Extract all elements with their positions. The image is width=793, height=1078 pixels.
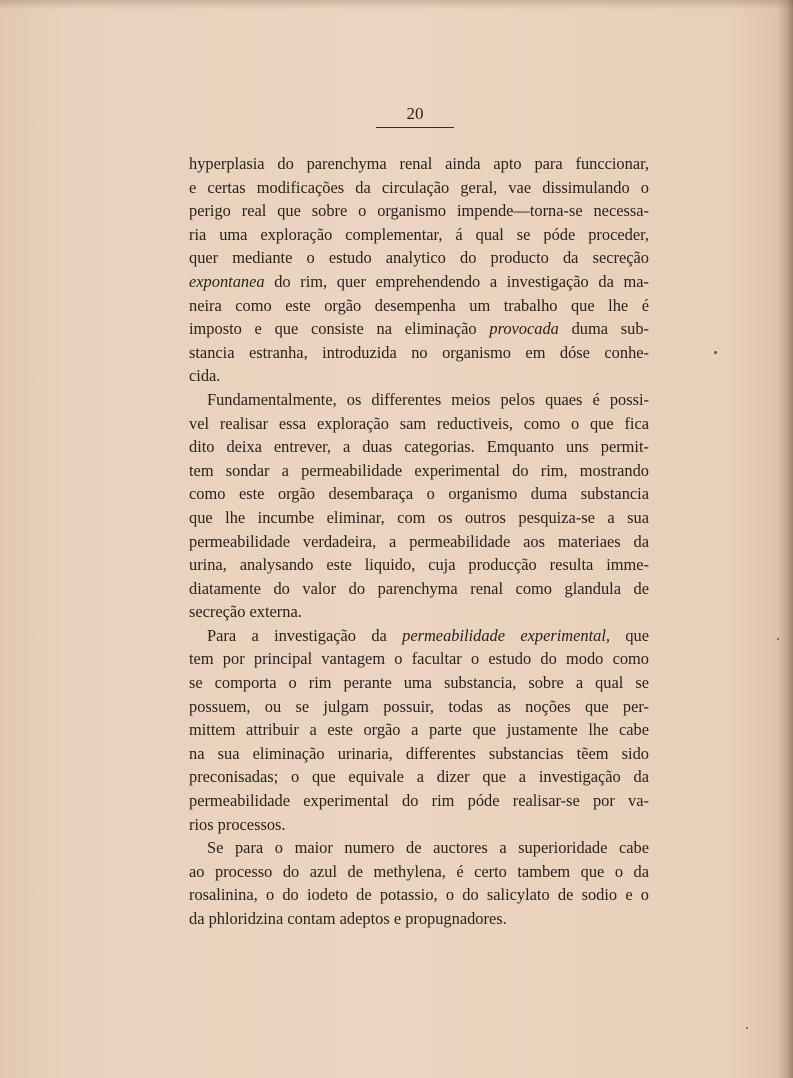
- text-segment: como este orgão desembaraça o organismo duma substancia: [189, 484, 649, 504]
- text-line: [189, 718, 649, 742]
- text-line: [189, 647, 649, 671]
- text-segment: tem por principal vantagem o facultar o estudo do modo como: [189, 649, 649, 669]
- text-line: [189, 152, 649, 176]
- text-line: [189, 813, 649, 837]
- text-line: [189, 506, 649, 530]
- text-line: [189, 317, 649, 341]
- text-segment: ria uma exploração complementar, á qual se póde proceder,: [189, 224, 649, 244]
- text-segment: e certas modificações da circulação geral, vae dissimulando o: [189, 177, 649, 197]
- text-segment: ao processo do azul de methylena, é certo tambem que o da: [189, 861, 649, 881]
- text-segment: rios processos.: [189, 814, 286, 834]
- text-line: [189, 553, 649, 577]
- page-edge-shadow: [777, 0, 793, 1078]
- paper-speck: [777, 638, 779, 640]
- text-segment: rosalinina, o do iodeto de potassio, o do salicylato de sodio e o: [189, 885, 649, 905]
- text-line: [189, 742, 649, 766]
- text-segment: Se para o maior numero de auctores a superioridade cabe: [207, 838, 649, 858]
- italic-term: expontanea: [189, 271, 265, 291]
- text-line: [189, 765, 649, 789]
- body-text: [189, 152, 649, 931]
- text-segment: neira como este orgão desempenha um trabalho que lhe é: [189, 295, 649, 315]
- text-line: [189, 789, 649, 813]
- text-segment: possuem, ou se julgam possuir, todas as noções que per-: [189, 696, 649, 716]
- text-line: [189, 388, 649, 412]
- text-line: [189, 577, 649, 601]
- page-number: 20: [406, 104, 424, 123]
- text-line: [189, 341, 649, 365]
- text-segment: preconisadas; o que equivale a dizer que a investigação da: [189, 767, 649, 787]
- text-segment: perigo real que sobre o organismo impende—torna-se necessa-: [189, 201, 649, 221]
- text-segment: que: [610, 625, 649, 645]
- text-line: [189, 223, 649, 247]
- text-segment: stancia estranha, introduzida no organismo em dóse conhe-: [189, 342, 649, 362]
- italic-term: permeabilidade experimental,: [402, 625, 610, 645]
- text-line: [189, 176, 649, 200]
- text-line: [189, 883, 649, 907]
- text-segment: mittem attribuir a este orgão a parte que justamente lhe cabe: [189, 720, 649, 740]
- text-line: [189, 246, 649, 270]
- text-segment: diatamente do valor do parenchyma renal como glandula de: [189, 578, 649, 598]
- page-top-shadow: [0, 0, 793, 10]
- text-segment: do rim, quer emprehendendo a investigação da ma-: [264, 271, 649, 291]
- text-segment: se comporta o rim perante uma substancia, sobre a qual se: [189, 673, 649, 693]
- text-segment: vel realisar essa exploração sam reductiveis, como o que fica: [189, 413, 649, 433]
- text-segment: da phloridzina contam adeptos e propugnadores.: [189, 909, 507, 928]
- text-line: [189, 270, 649, 294]
- text-line: [189, 907, 649, 931]
- text-line: [189, 412, 649, 436]
- text-line: [189, 459, 649, 483]
- text-line: [189, 860, 649, 884]
- text-line: [189, 624, 649, 648]
- text-line: [189, 836, 649, 860]
- text-segment: cida.: [189, 366, 221, 386]
- header-rule: [376, 127, 454, 128]
- text-line: [189, 671, 649, 695]
- italic-term: provocada: [489, 319, 559, 339]
- text-line: [189, 530, 649, 554]
- text-segment: na sua eliminação urinaria, differentes substancias tẽem sido: [189, 743, 649, 763]
- text-segment: hyperplasia do parenchyma renal ainda apto para funccionar,: [189, 154, 649, 173]
- text-line: [189, 364, 649, 388]
- text-segment: imposto e que consiste na eliminação: [189, 319, 490, 339]
- text-segment: permeabilidade verdadeira, a permeabilidade aos materiaes da: [189, 531, 649, 551]
- text-line: [189, 435, 649, 459]
- paper-speck: [714, 351, 717, 354]
- text-segment: tem sondar a permeabilidade experimental do rim, mostrando: [189, 460, 649, 480]
- text-segment: permeabilidade experimental do rim póde realisar-se por va-: [189, 791, 649, 811]
- paper-speck: [746, 1027, 748, 1029]
- text-line: [189, 600, 649, 624]
- text-line: [189, 482, 649, 506]
- text-segment: dito deixa entrever, a duas categorias. Emquanto uns permit-: [189, 437, 649, 457]
- text-segment: que lhe incumbe eliminar, com os outros pesquiza-se a sua: [189, 507, 649, 527]
- text-line: [189, 199, 649, 223]
- text-segment: Fundamentalmente, os differentes meios pelos quaes é possi-: [207, 389, 649, 409]
- text-line: [189, 695, 649, 719]
- text-segment: Para a investigação da: [207, 625, 403, 645]
- text-segment: quer mediante o estudo analytico do producto da secreção: [189, 248, 649, 268]
- text-line: [189, 294, 649, 318]
- text-segment: secreção externa.: [189, 602, 302, 622]
- text-segment: duma sub-: [558, 319, 649, 339]
- text-segment: urina, analysando este liquido, cuja producção resulta imme-: [189, 555, 649, 575]
